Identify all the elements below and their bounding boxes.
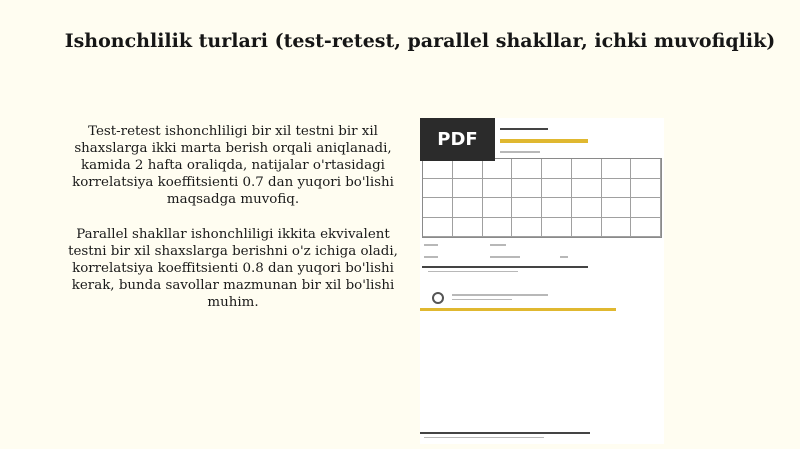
doc-text-line: [424, 256, 438, 258]
doc-text-line: [452, 299, 512, 300]
doc-header-accent: [500, 139, 588, 143]
slide-body: [58, 123, 408, 329]
doc-text-line: [424, 244, 438, 246]
doc-header-line: [500, 128, 548, 130]
seal-icon: [432, 292, 444, 304]
doc-text-line: [560, 256, 568, 258]
doc-footer-accent: [420, 308, 616, 311]
doc-bottom-rule: [420, 432, 590, 434]
doc-rule: [422, 266, 588, 268]
pdf-icon: PDF: [420, 118, 495, 161]
doc-text-line: [424, 437, 544, 438]
doc-text-line: [452, 294, 548, 296]
pdf-document-thumbnail[interactable]: [420, 118, 664, 444]
paragraph-test-retest: Test-retest ishonchliligi bir xil testni bir xil shaxslarga ikki marta berish orqali aniqlanadi, kamida 2 hafta oraliqda, natijalar o'rtasidagi korrelatsiya koeffitsienti 0.7 dan yuqori bo'lishi maqsadga muvofiq.: [72, 124, 394, 207]
doc-text-line: [490, 244, 506, 246]
doc-text-line: [428, 271, 518, 272]
doc-text-line: [490, 256, 520, 258]
doc-table: [422, 158, 662, 238]
doc-subheader-line: [500, 151, 540, 153]
paragraph-parallel-forms: Parallel shakllar ishonchliligi ikkita ekvivalent testni bir xil shaxslarga berishni o'z ichiga oladi, korrelatsiya koeffitsienti 0.8 dan yuqori bo'lishi kerak, bunda savollar mazmunan bir xil bo'lishi muhim.: [68, 227, 398, 310]
slide-title: Ishonchlilik turlari (test-retest, parallel shakllar, ichki muvofiqlik): [64, 30, 776, 52]
